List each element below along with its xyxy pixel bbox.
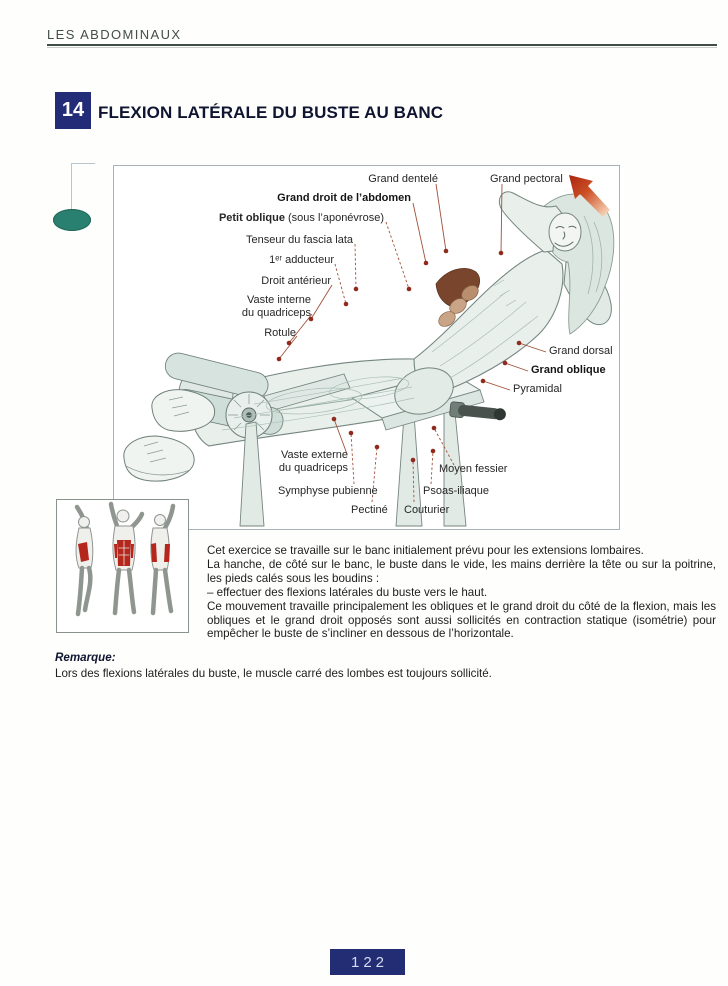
muscle-label-vaste-interne-line2: du quadriceps: [241, 307, 311, 319]
muscle-label-premier-adducteur: 1ᵉʳ adducteur: [269, 254, 334, 266]
header-rule-shadow: [47, 47, 717, 48]
inset-figure-front: [111, 504, 142, 613]
muscle-label-vaste-externe-line1: Vaste externe: [280, 449, 348, 461]
exercise-number-badge: 14: [55, 92, 91, 129]
muscle-label-vaste-externe: [279, 449, 348, 475]
chapter-title: LES ABDOMINAUX: [47, 27, 182, 42]
remark-text: Lors des flexions latérales du buste, le muscle carré des lombes est toujours sollicité.: [55, 667, 492, 680]
inset-figure-side: [76, 507, 93, 614]
muscle-label-grand-dentele: Grand dentelé: [368, 173, 438, 185]
description-paragraph: – effectuer des flexions latérales du buste vers le haut.: [207, 585, 488, 599]
muscle-label-tenseur-fascia-lata: Tenseur du fascia lata: [245, 234, 353, 246]
muscle-label-psoas-iliaque: Psoas-iliaque: [423, 485, 490, 497]
description-paragraph: Cet exercice se travaille sur le banc initialement prévu pour les extensions lombaires.: [207, 544, 644, 557]
page-number: 122: [330, 949, 405, 975]
illustration-frame: [113, 165, 620, 530]
muscle-label-pyramidal: Pyramidal: [513, 383, 562, 395]
muscle-label-pectine: Pectiné: [351, 504, 388, 516]
remark-heading: Remarque:: [55, 651, 116, 664]
muscle-label-moyen-fessier: Moyen fessier: [439, 463, 508, 475]
muscle-label-vaste-interne: [242, 294, 311, 320]
muscle-label-grand-droit-abdomen: Grand droit de l’abdomen: [277, 192, 411, 204]
muscle-label-petit-oblique-rest: (sous l’aponévrose): [284, 212, 384, 224]
bench-handle-drawing: [449, 402, 506, 423]
description-paragraph: Ce mouvement travaille principalement les obliques et le grand droit du côté de la flexion, mais les obliques et le grand droit opposés sont aussi sollicités en contraction statique (isométrie) pour empêcher le buste de s’incliner en dessous de l’horizontale.: [207, 599, 716, 641]
muscle-label-vaste-interne-line1: Vaste interne: [246, 294, 311, 306]
inset-figure-back: [151, 506, 173, 613]
muscle-label-petit-oblique-bold: Petit oblique: [218, 212, 285, 224]
muscle-label-vaste-externe-line2: du quadriceps: [278, 462, 348, 474]
connector-line-horizontal: [71, 163, 95, 164]
header-rule: [47, 44, 717, 46]
inset-figures-illustration: [57, 500, 188, 632]
description-paragraph: La hanche, de côté sur le banc, le buste dans le vide, les mains derrière la tête ou sur la poitrine, les pieds calés sous les boudins :: [207, 557, 716, 585]
remark-section: [55, 651, 715, 681]
muscle-label-petit-oblique: [219, 212, 384, 225]
muscle-label-rotule: Rotule: [264, 327, 296, 339]
muscle-label-grand-dorsal: Grand dorsal: [549, 345, 613, 357]
muscle-label-couturier: Couturier: [404, 504, 450, 516]
exercise-description: [207, 544, 716, 641]
inset-box: [56, 499, 189, 633]
muscle-label-symphyse-pubienne: Symphyse pubienne: [278, 485, 378, 497]
exercise-title: FLEXION LATÉRALE DU BUSTE AU BANC: [98, 103, 444, 122]
muscle-label-grand-oblique: Grand oblique: [531, 364, 606, 376]
muscle-label-droit-anterieur: Droit antérieur: [261, 275, 331, 287]
connector-line-vertical: [71, 163, 72, 209]
teal-marker-ellipse: [53, 209, 91, 231]
muscle-label-grand-pectoral: Grand pectoral: [490, 173, 563, 185]
